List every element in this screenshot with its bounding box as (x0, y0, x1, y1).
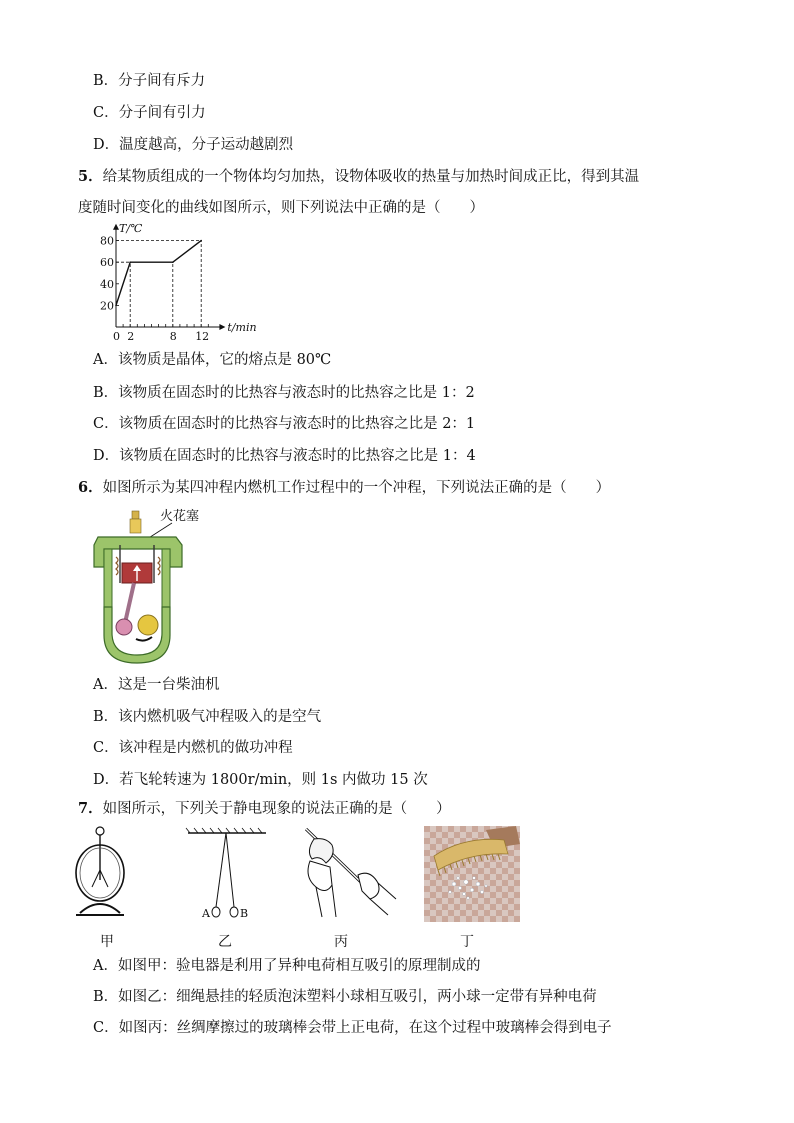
caption-ding: 丁 (460, 934, 474, 950)
q6-stem-text: 如图所示为某四冲程内燃机工作过程中的一个冲程，下列说法正确的是（ ） (102, 480, 611, 496)
q7-number: 7． (78, 800, 103, 817)
q7-stem (78, 799, 451, 819)
q5-option-c: C．该物质在固态时的比热容与液态时的比热容之比是 2：1 (93, 416, 476, 432)
spark-plug-label: 火花塞 (160, 509, 200, 524)
q7-option-a: A．如图甲：验电器是利用了异种电荷相互吸引的原理制成的 (93, 958, 481, 974)
x-axis-label: t/min (227, 321, 257, 334)
x-tick-label-2: 2 (127, 330, 135, 343)
engine-diagram (92, 505, 222, 670)
q5-stem-line1 (78, 167, 639, 187)
q4-option-c: C．分子间有引力 (93, 105, 206, 121)
x-tick-label-0: 0 (113, 330, 120, 343)
q6-option-d: D．若飞轮转速为 1800r/min，则 1s 内做功 15 次 (93, 772, 428, 788)
x-axis-arrow (219, 324, 225, 330)
hanging-balls-figure (186, 827, 276, 922)
data-point-1 (129, 261, 131, 263)
q7-stem-text: 如图所示，下列关于静电现象的说法正确的是（ ） (102, 801, 451, 817)
q6-option-b: B．该内燃机吸气冲程吸入的是空气 (93, 709, 322, 725)
electroscope-figure (72, 825, 132, 920)
y-axis-label: T/℃ (119, 221, 143, 235)
q6-option-c: C．该冲程是内燃机的做功冲程 (93, 740, 293, 756)
caption-jia: 甲 (100, 934, 114, 950)
x-tick-label-12: 12 (195, 330, 210, 343)
caption-yi: 乙 (218, 934, 232, 950)
comb-photo (424, 826, 520, 922)
y-tick-label-80: 80 (100, 234, 114, 248)
q7-option-b: B．如图乙：细绳悬挂的轻质泡沫塑料小球相互吸引，两小球一定带有异种电荷 (93, 989, 597, 1005)
q5-stem-text: 给某物质组成的一个物体均匀加热，设物体吸收的热量与加热时间成正比，得到其温 (102, 169, 640, 185)
q6-option-a: A．这是一台柴油机 (93, 677, 220, 693)
temperature-curve (116, 241, 201, 306)
caption-bing: 丙 (334, 934, 348, 950)
ball-label-a: A (202, 907, 210, 920)
q6-number: 6． (78, 479, 103, 496)
temperature-time-chart (88, 221, 288, 343)
data-point-3 (200, 240, 202, 242)
q4-option-d: D．温度越高，分子运动越剧烈 (93, 137, 294, 153)
data-point-0 (115, 305, 117, 307)
q4-option-b: B．分子间有斥力 (93, 73, 206, 89)
y-tick-label-20: 20 (100, 299, 114, 313)
y-tick-label-60: 60 (100, 256, 114, 270)
q5-option-b: B．该物质在固态时的比热容与液态时的比热容之比是 1：2 (93, 385, 475, 401)
data-point-2 (172, 261, 174, 263)
rubbing-rod-figure (296, 825, 406, 920)
q5-stem-line2: 度随时间变化的曲线如图所示，则下列说法中正确的是（ ） (78, 200, 484, 216)
q6-stem (78, 478, 610, 498)
y-tick-label-40: 40 (100, 277, 114, 291)
q7-option-c: C．如图丙：丝绸摩擦过的玻璃棒会带上正电荷，在这个过程中玻璃棒会得到电子 (93, 1020, 612, 1036)
q5-number: 5． (78, 168, 103, 185)
x-tick-label-8: 8 (169, 330, 177, 343)
q5-option-d: D．该物质在固态时的比热容与液态时的比热容之比是 1：4 (93, 448, 476, 464)
ball-label-b: B (240, 907, 249, 920)
q5-option-a: A．该物质是晶体，它的熔点是 80℃ (93, 352, 332, 368)
